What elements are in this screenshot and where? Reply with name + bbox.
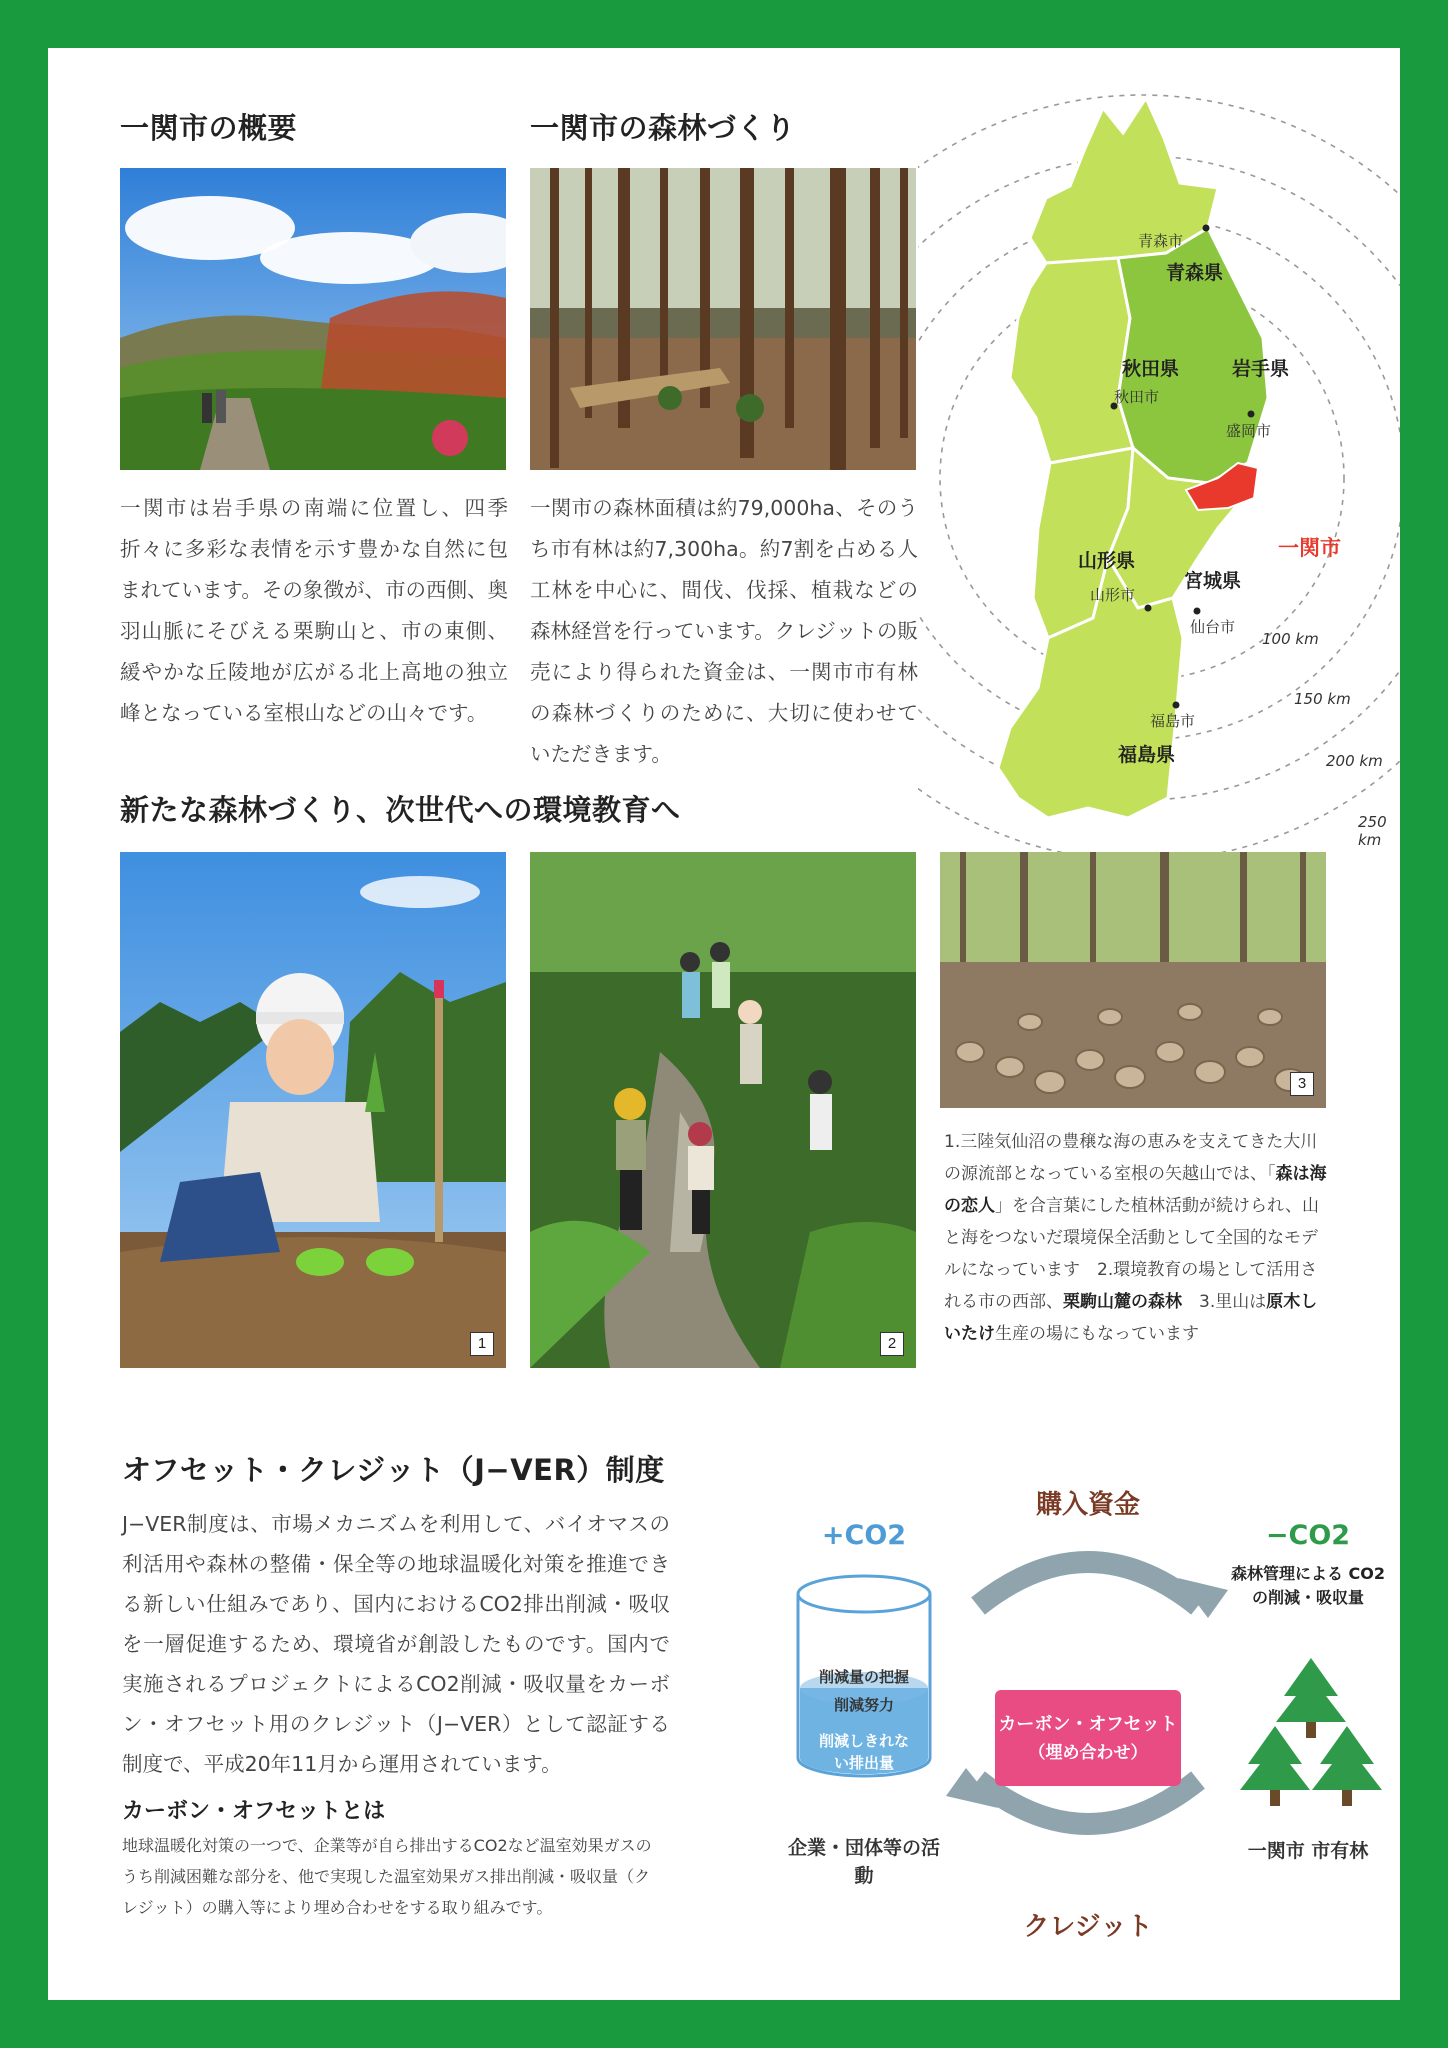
jver-text: J−VER制度は、市場メカニズムを利用して、バイオマスの利活用や森林の整備・保全等の地球温暖化対策を推進できる新しい仕組みであり、国内におけるCO2排出削減・吸収を一層促進するため、環境省が創設したものです。国内で実施されるプロジェクトによるCO2削減・吸収量をカーボン・オフセット用のクレジット（J−VER）として認証する制度で、平成20年11月から運用されています。 bbox=[122, 1512, 670, 1776]
ring-label-200: 200 km bbox=[1326, 752, 1383, 770]
overview-text: 一関市は岩手県の南端に位置し、四季折々に多彩な表情を示す豊かな自然に包まれています。その象徴が、市の西側、奥羽山脈にそびえる栗駒山と、市の東側、緩やかな丘陵地が広がる北上高地の独立峰となっている室根山などの山々です。 bbox=[120, 496, 508, 725]
city-akita: 秋田市 bbox=[1114, 388, 1160, 406]
akita-shape bbox=[1010, 258, 1133, 463]
offset-center-label: カーボン・オフセット bbox=[998, 1714, 1178, 1735]
planting-photo bbox=[120, 852, 506, 1368]
morioka-dot bbox=[1248, 411, 1255, 418]
credit-label: クレジット bbox=[1023, 1912, 1153, 1942]
sendai-dot bbox=[1194, 608, 1201, 615]
caption-part-3: 3.里山は bbox=[1182, 1292, 1267, 1312]
caption-bold-1: 森は海の恋人 bbox=[944, 1164, 1327, 1216]
city-sendai: 仙台市 bbox=[1190, 618, 1236, 636]
pref-miyagi: 宮城県 bbox=[1184, 570, 1242, 592]
education-caption bbox=[944, 1126, 1328, 1350]
tohoku-map bbox=[918, 78, 1400, 878]
overview-title: 一関市の概要 bbox=[120, 111, 298, 145]
page bbox=[48, 48, 1400, 2000]
city-aomori: 青森市 bbox=[1138, 232, 1184, 250]
pref-yamagata: 山形県 bbox=[1078, 550, 1136, 572]
caption-part-2: 」を合言葉にした植林活動が続けられ、山と海をつないだ環境保全活動として全国的なモデルになっています 2.環境教育の場として活用される市の西部、 bbox=[944, 1196, 1320, 1312]
cylinder-mid-label: 削減努力 bbox=[833, 1696, 894, 1714]
offset-subtitle: カーボン・オフセットとは bbox=[122, 1799, 386, 1824]
ring-label-250: 250 km bbox=[1358, 813, 1387, 849]
forest-title: 一関市の森林づくり bbox=[530, 111, 796, 145]
ring-label-150: 150 km bbox=[1294, 690, 1351, 708]
aomori-dot bbox=[1203, 225, 1210, 232]
minus-co2: −CO2 bbox=[1265, 1520, 1351, 1551]
caption-part-4: 生産の場にもなっています bbox=[995, 1324, 1199, 1344]
logs-photo bbox=[940, 852, 1326, 1108]
credit-arrow bbox=[978, 1780, 1198, 1824]
caption-part-1: 1.三陸気仙沼の豊穣な海の恵みを支えてきた大川の源流部となっている室根の矢越山では、「 bbox=[944, 1132, 1318, 1184]
offset-diagram bbox=[708, 1478, 1400, 1948]
left-label: 企業・団体等の活動 bbox=[788, 1837, 941, 1887]
forest-photo bbox=[530, 168, 916, 470]
pref-fukushima: 福島県 bbox=[1118, 744, 1176, 766]
photo-number-2: 2 bbox=[880, 1332, 904, 1356]
caption-bold-3: 原木しいたけ bbox=[944, 1292, 1318, 1344]
plus-co2: +CO2 bbox=[821, 1520, 907, 1551]
caption-bold-2: 栗駒山麓の森林 bbox=[1063, 1292, 1182, 1312]
purchase-arrow bbox=[978, 1562, 1198, 1606]
city-yamagata: 山形市 bbox=[1090, 586, 1136, 604]
trees bbox=[1240, 1658, 1382, 1806]
hiking-photo bbox=[530, 852, 916, 1368]
photo-number-3: 3 bbox=[1290, 1072, 1314, 1096]
cylinder-bottom-label: 削減しきれない排出量 bbox=[818, 1732, 909, 1772]
yamagata-dot bbox=[1145, 605, 1152, 612]
city-fukushima: 福島市 bbox=[1150, 712, 1196, 730]
cylinder-top-label: 削減量の把握 bbox=[818, 1668, 909, 1686]
right-label: 一関市 市有林 bbox=[1247, 1840, 1369, 1862]
fukushima-dot bbox=[1173, 702, 1180, 709]
forest-text: 一関市の森林面積は約79,000ha、そのうち市有林は約7,300ha。約7割を占める人工林を中心に、間伐、伐採、植栽などの森林経営を行っています。クレジットの販売により得られた資金は、一関市市有林の森林づくりのために、大切に使わせていただきます。 bbox=[530, 496, 918, 766]
mountain-photo bbox=[120, 168, 506, 470]
offset-text: 地球温暖化対策の一つで、企業等が自ら排出するCO2など温室効果ガスのうち削減困難な部分を、他で実現した温室効果ガス排出削減・吸収量（クレジット）の購入等により埋め合わせをする取り組みです。 bbox=[122, 1836, 652, 1917]
ring-label-100: 100 km bbox=[1262, 630, 1319, 648]
purchase-label: 購入資金 bbox=[1035, 1490, 1140, 1520]
photo-number-1: 1 bbox=[470, 1332, 494, 1356]
city-ichinoseki: 一関市 bbox=[1278, 536, 1341, 560]
education-title: 新たな森林づくり、次世代への環境教育へ bbox=[120, 793, 681, 827]
offset-center-sublabel: （埋め合わせ） bbox=[1028, 1743, 1148, 1763]
pref-iwate: 岩手県 bbox=[1232, 358, 1290, 380]
right-description: 森林管理による CO2の削減・吸収量 bbox=[1230, 1564, 1386, 1607]
pref-akita: 秋田県 bbox=[1122, 358, 1180, 380]
city-morioka: 盛岡市 bbox=[1226, 422, 1272, 440]
pref-aomori: 青森県 bbox=[1166, 262, 1224, 284]
jver-title: オフセット・クレジット（J−VER）制度 bbox=[122, 1453, 665, 1487]
